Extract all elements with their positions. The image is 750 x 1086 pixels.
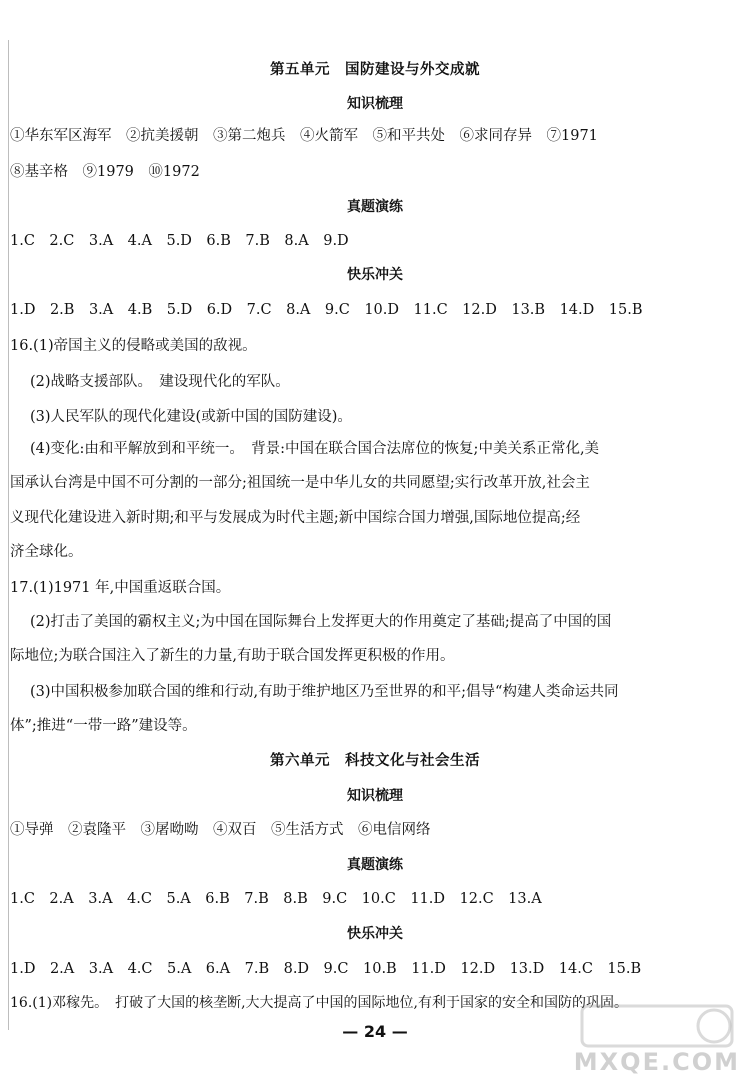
- unit6-q16-line1: 16.(1)邓稼先。 打破了大国的核垄断,大大提高了中国的国际地位,有利于国家的安全和国防的巩固。: [10, 995, 628, 1011]
- unit6-knowledge-heading: 知识梳理: [347, 788, 403, 804]
- unit5-title: 第五单元 国防建设与外交成就: [270, 62, 480, 78]
- unit6-exam-answers: 1.C 2.A 3.A 4.C 5.A 6.B 7.B 8.B 9.C 10.C 11.D 12.C 13.A: [10, 891, 542, 907]
- unit6-knowledge-line1: ①导弹 ②袁隆平 ③屠呦呦 ④双百 ⑤生活方式 ⑥电信网络: [10, 822, 431, 838]
- unit5-q17-line5: 体”;推进“一带一路”建设等。: [10, 718, 197, 734]
- unit5-q16-line4: (4)变化:由和平解放到和平统一。 背景:中国在联合国合法席位的恢复;中美关系正常化,美: [30, 441, 600, 457]
- unit5-q16-line1: 16.(1)帝国主义的侵略或美国的敌视。: [10, 338, 257, 354]
- unit5-happy-answers: 1.D 2.B 3.A 4.B 5.D 6.D 7.C 8.A 9.C 10.D 11.C 12.D 13.B 14.D 15.B: [10, 302, 643, 318]
- unit5-q16-line6: 义现代化建设进入新时期;和平与发展成为时代主题;新中国综合国力增强,国际地位提高;经: [10, 510, 581, 526]
- unit5-q17-line1: 17.(1)1971 年,中国重返联合国。: [10, 580, 231, 596]
- unit5-q17-line3: 际地位;为联合国注入了新生的力量,有助于联合国发挥更积极的作用。: [10, 648, 455, 664]
- unit6-exam-heading: 真题演练: [347, 857, 403, 873]
- unit5-exam-heading: 真题演练: [347, 199, 403, 215]
- margin-rule: [8, 40, 9, 1030]
- unit5-q16-line3: (3)人民军队的现代化建设(或新中国的国防建设)。: [30, 409, 352, 425]
- unit5-knowledge-line2: ⑧基辛格 ⑨1979 ⑩1972: [10, 164, 200, 180]
- unit5-knowledge-line1: ①华东军区海军 ②抗美援朝 ③第二炮兵 ④火箭军 ⑤和平共处 ⑥求同存异 ⑦1971: [10, 128, 598, 144]
- unit5-exam-answers: 1.C 2.C 3.A 4.A 5.D 6.B 7.B 8.A 9.D: [10, 233, 349, 249]
- unit5-happy-heading: 快乐冲关: [347, 267, 403, 283]
- unit5-q17-line2: (2)打击了美国的霸权主义;为中国在国际舞台上发挥更大的作用奠定了基础;提高了中国的国: [30, 614, 612, 630]
- unit6-title: 第六单元 科技文化与社会生活: [270, 753, 480, 769]
- unit5-q16-line2: (2)战略支援部队。 建设现代化的军队。: [30, 374, 290, 390]
- unit6-happy-answers: 1.D 2.A 3.A 4.C 5.A 6.A 7.B 8.D 9.C 10.B 11.D 12.D 13.D 14.C 15.B: [10, 961, 642, 977]
- unit5-q17-line4: (3)中国积极参加联合国的维和行动,有助于维护地区乃至世界的和平;倡导“构建人类命运共同: [30, 684, 619, 700]
- unit5-q16-line5: 国承认台湾是中国不可分割的一部分;祖国统一是中华儿女的共同愿望;实行改革开放,社会主: [10, 475, 590, 491]
- unit5-q16-line7: 济全球化。: [10, 544, 83, 560]
- watermark-logo: [574, 1000, 746, 1082]
- page-number: — 24 —: [342, 1022, 408, 1041]
- unit6-happy-heading: 快乐冲关: [347, 926, 403, 942]
- unit5-knowledge-heading: 知识梳理: [347, 96, 403, 112]
- watermark-text: MXQE.COM: [573, 1048, 740, 1076]
